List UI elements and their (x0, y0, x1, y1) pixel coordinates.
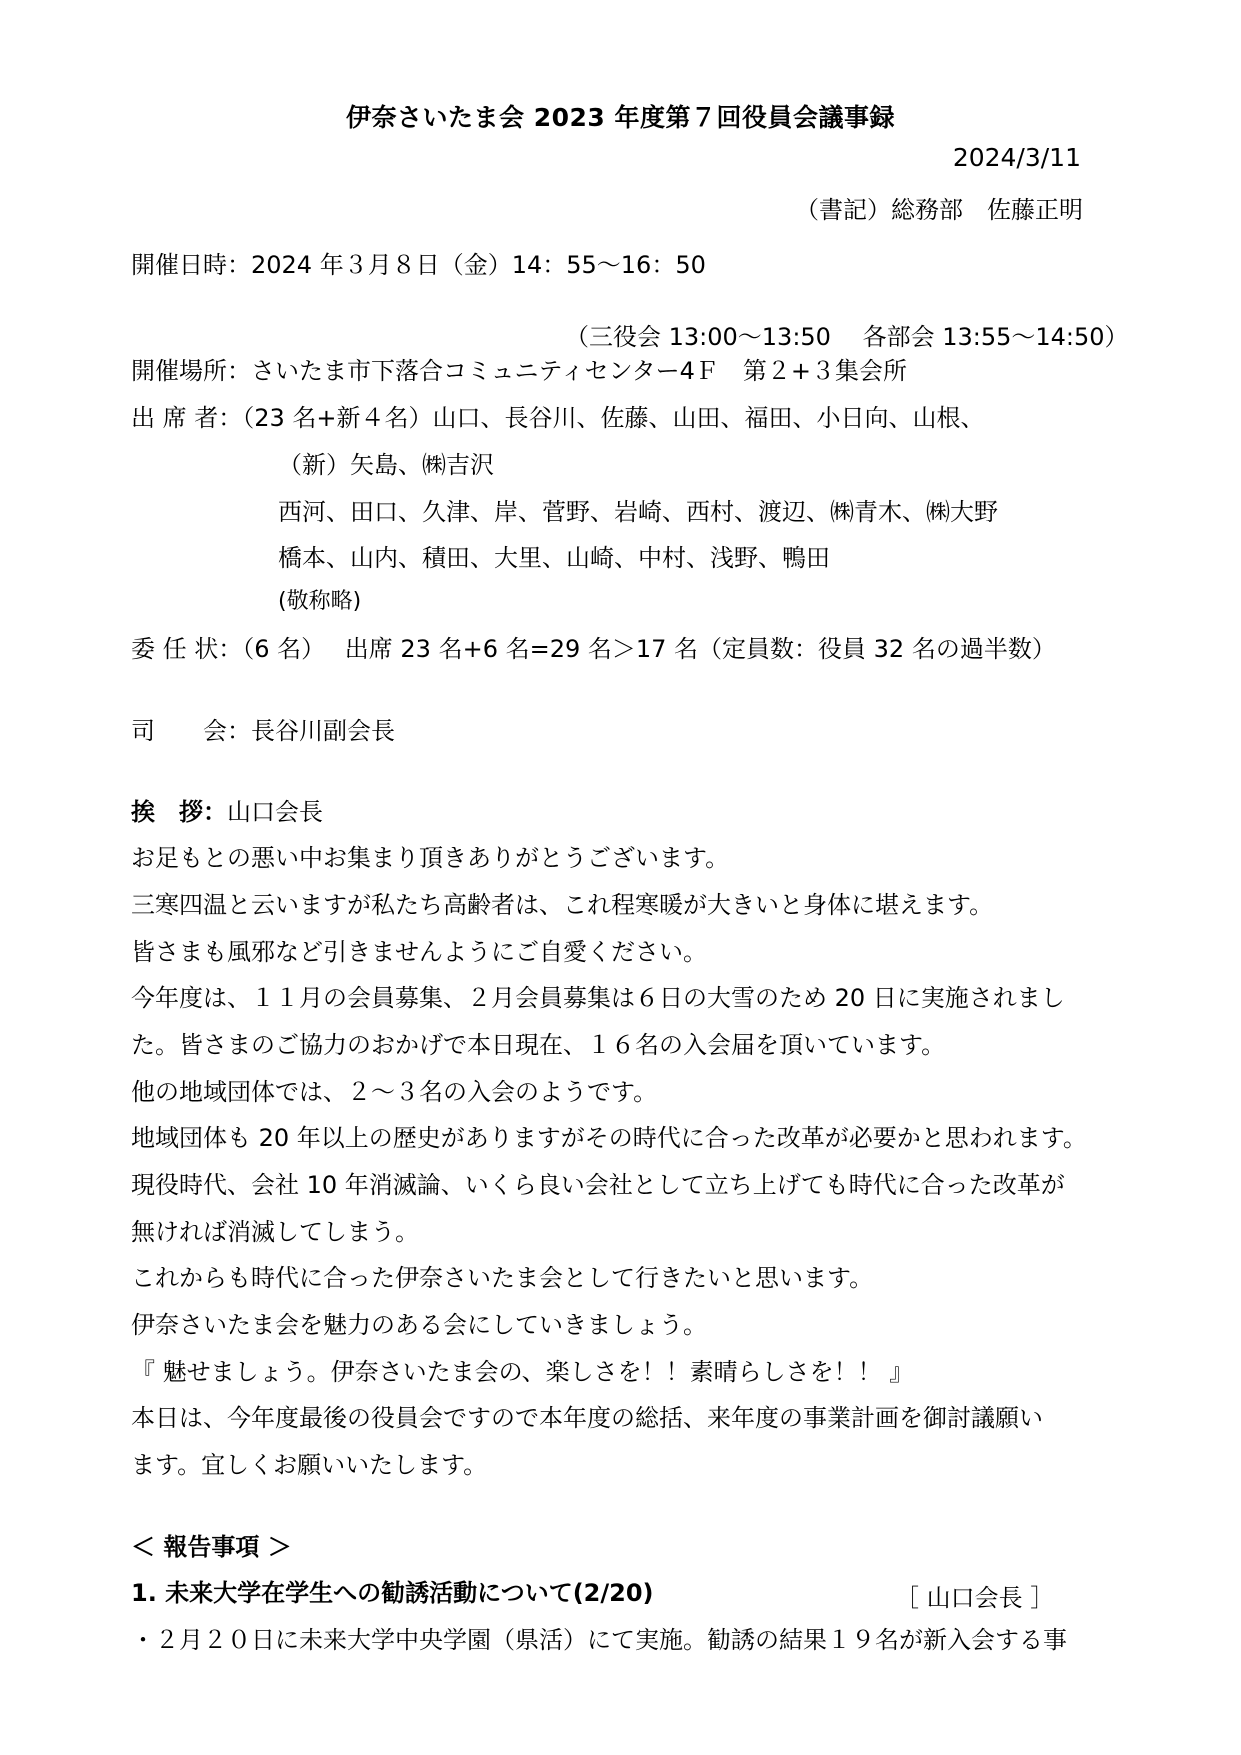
attendees-line-1: 出 席 者：（23 名+新４名）山口、長谷川、佐藤、山田、福田、小日向、山根、 (131, 404, 985, 432)
greeting-line: これからも時代に合った伊奈さいたま会として行きたいと思います。 (131, 1264, 874, 1292)
attendees-note: (敬称略) (278, 589, 362, 614)
report-heading: ＜ 報告事項 ＞ (131, 1533, 292, 1561)
greeting-line: 地域団体も 20 年以上の歴史がありますがその時代に合った改革が必要かと思われます。 (131, 1124, 1087, 1152)
greeting-line: 現役時代、会社 10 年消滅論、いくら良い会社として立ち上げても時代に合った改革が (131, 1171, 1065, 1199)
greeting-line: 伊奈さいたま会を魅力のある会にしていきましょう。 (131, 1311, 707, 1339)
greeting-line: 今年度は、１１月の会員募集、２月会員募集は６日の大雪のため 20 日に実施されまし (131, 984, 1065, 1012)
report-item-1-title: 1. 未来大学在学生への勧誘活動について(2/20) (131, 1579, 654, 1607)
meeting-datetime: 開催日時：2024 年３月８日（金）14：55～16：50 (131, 251, 706, 279)
document-author: （書記）総務部 佐藤正明 (795, 196, 1083, 224)
greeting-line: 他の地域団体では、２～３名の入会のようです。 (131, 1078, 658, 1106)
greeting-line: 『 魅せましょう。伊奈さいたま会の、楽しさを！！素晴らしさを！！ 』 (131, 1358, 914, 1386)
greeting-line: た。皆さまのご協力のおかげで本日現在、１６名の入会届を頂いています。 (131, 1031, 946, 1059)
report-item-1-role: ［ 山口会長 ］ (895, 1584, 1055, 1612)
chair-line: 司 会：長谷川副会長 (131, 717, 395, 745)
document-title: 伊奈さいたま会 2023 年度第７回役員会議事録 (346, 103, 895, 132)
document-date: 2024/3/11 (952, 143, 1081, 172)
proxy-line: 委 任 状：（6 名） 出席 23 名+6 名=29 名＞17 名（定員数：役員 32 名の過半数） (131, 635, 1056, 663)
greeting-line: 皆さまも風邪など引きませんようにご自愛ください。 (131, 938, 707, 966)
greeting-heading: 挨 拶： (131, 798, 227, 826)
meeting-sub-times: （三役会 13:00～13:50 各部会 13:55～14:50） (565, 323, 1129, 351)
attendees-line-3: 西河、田口、久津、岸、菅野、岩崎、西村、渡辺、㈱青木、㈱大野 (278, 498, 998, 526)
greeting-line: 無ければ消滅してしまう。 (131, 1218, 419, 1246)
greeting-line: 三寒四温と云いますが私たち高齢者は、これ程寒暖が大きいと身体に堪えます。 (131, 891, 994, 919)
report-item-1-text: ・２月２０日に未来大学中央学園（県活）にて実施。勧誘の結果１９名が新入会する事 (131, 1626, 1067, 1654)
greeting-speaker: 山口会長 (227, 798, 323, 826)
attendees-line-4: 橋本、山内、積田、大里、山崎、中村、浅野、鴨田 (278, 544, 830, 572)
greeting-heading-row (131, 797, 323, 827)
meeting-venue: 開催場所：さいたま市下落合コミュニティセンター4Ｆ 第２+３集会所 (131, 357, 908, 385)
greeting-line: ます。宜しくお願いいたします。 (131, 1451, 488, 1479)
attendees-line-2: （新）矢島、㈱吉沢 (278, 451, 494, 479)
greeting-line: お足もとの悪い中お集まり頂きありがとうございます。 (131, 844, 730, 872)
greeting-line: 本日は、今年度最後の役員会ですので本年度の総括、来年度の事業計画を御討議願い (131, 1404, 1043, 1432)
